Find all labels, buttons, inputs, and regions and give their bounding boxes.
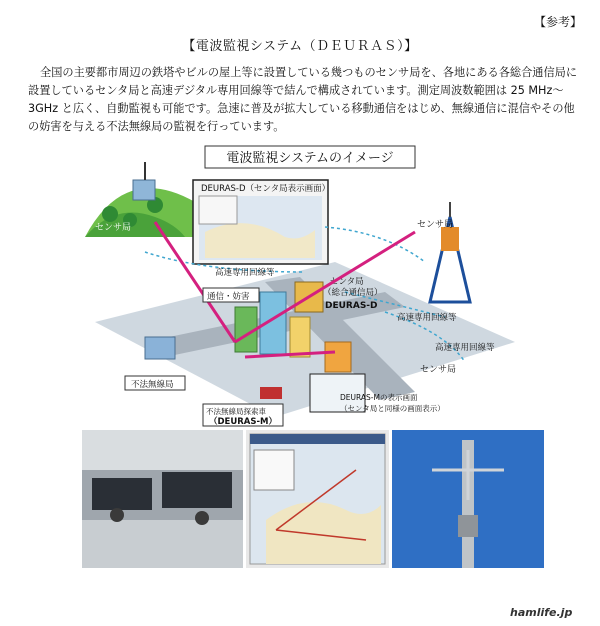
monitor-icon bbox=[92, 478, 152, 510]
person-icon bbox=[195, 511, 209, 525]
person-icon bbox=[110, 508, 124, 522]
sensor-label-left: センサ局 bbox=[95, 223, 132, 233]
deuras-screen-photo bbox=[246, 430, 389, 568]
monitor-icon bbox=[162, 472, 232, 508]
city-building bbox=[325, 342, 351, 372]
deuras-diagram bbox=[85, 142, 525, 427]
antenna-photo bbox=[392, 430, 544, 568]
line-label-3: 高速専用回線等 bbox=[435, 343, 495, 353]
tree-icon bbox=[102, 206, 118, 222]
sensor-building-left bbox=[133, 180, 155, 200]
city-building bbox=[290, 317, 310, 357]
deuras-m-label: （DEURAS-M） bbox=[209, 417, 277, 427]
interference-label: 通信・妨害 bbox=[207, 292, 250, 302]
line-label-1: 高速専用回線等 bbox=[215, 268, 275, 278]
deuras-d-label: DEURAS-D bbox=[325, 301, 378, 311]
illegal-station-building bbox=[145, 337, 175, 359]
intro-paragraph: 全国の主要都市周辺の鉄塔やビルの屋上等に設置している幾つものセンサ局を、各地にある各総合通信局に設置しているセンタ局と高速デジタル専用回線等で結んで構成されています。測定周波数範囲は 25 MHz〜3GHz と広く、自動監視も可能です。急速に普及が拡大している移動通信をはじめ、無線通信に混信やその他の妨害を与える不法無線局の監視を行っています。 bbox=[28, 66, 578, 133]
center-sub-label: （総合通信局） bbox=[323, 288, 383, 298]
search-vehicle bbox=[260, 387, 282, 399]
control-room-photo bbox=[82, 430, 243, 568]
line-label-2: 高速専用回線等 bbox=[397, 313, 457, 323]
deuras-d-screen-caption: DEURAS-D（センタ局表示画面） bbox=[201, 184, 331, 194]
center-label: センタ局 bbox=[330, 277, 364, 287]
illegal-station-label: 不法無線局 bbox=[131, 380, 174, 390]
m-screen-caption-2: （センタ局と同様の画面表示） bbox=[340, 404, 445, 413]
reference-label: 【参考】 bbox=[534, 15, 583, 29]
m-screen-caption-1: DEURAS-Mの表示画面 bbox=[340, 393, 418, 402]
page-title: 【電波監視システム（ＤＥＵＲＡＳ）】 bbox=[182, 39, 418, 54]
sensor-label-top-right: センサ局 bbox=[417, 220, 454, 230]
tower-equipment bbox=[441, 227, 459, 251]
sensor-label-bottom-right: センサ局 bbox=[420, 365, 457, 375]
spectrum-panel bbox=[199, 196, 237, 224]
vehicle-label: 不法無線局探索車 bbox=[206, 407, 266, 416]
diagram-title: 電波監視システムのイメージ bbox=[226, 151, 394, 166]
watermark-text: hamlife.jp bbox=[510, 606, 573, 619]
